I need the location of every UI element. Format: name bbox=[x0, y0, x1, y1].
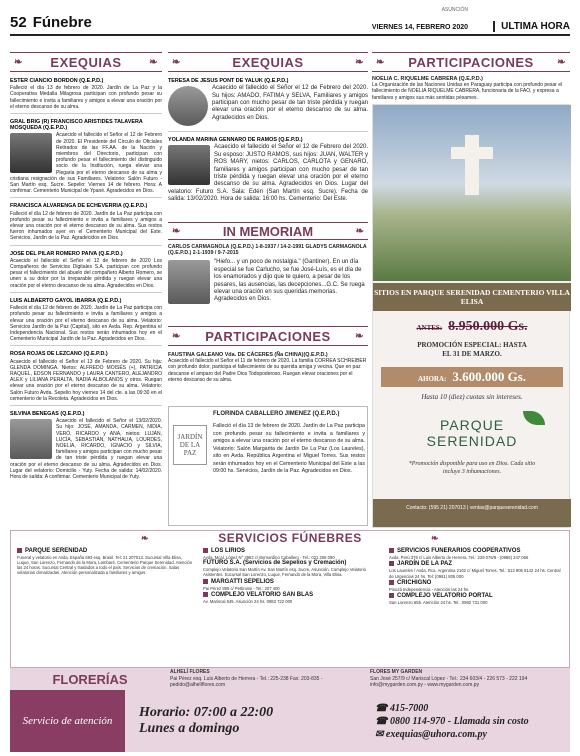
service-heading bbox=[203, 548, 381, 554]
before-label: ANTES: bbox=[416, 324, 443, 332]
service-label: Servicio de atención bbox=[10, 690, 125, 752]
issue-date: VIERNES 14, FEBRERO 2020 bbox=[371, 24, 468, 31]
page-number: 52 bbox=[10, 14, 27, 31]
notice-text: Falleció el día 13 de febrero de 2020. Jardín de La Paz participa con profundo pesar su fallecimiento e invita a familiares y amigos a elevar una oración por el eterno descanso de su alma. Velatorio: Salón Margarita de Jardín De La Paz (Los Laureles), sito en Avda. República Argentina e/ Miguel Torres. Sus restos serán inhumados hoy en el Cementerio Municipal del Este a las 09:00 hs. Servicios, Jardín de la Paz. Agradecidos en Dios. bbox=[213, 423, 365, 474]
service-name: LOS LIRIOS bbox=[211, 548, 246, 555]
phone-icon: ☎ bbox=[375, 715, 390, 727]
bullet-icon bbox=[389, 548, 394, 553]
hours-line-1: Horario: 07:00 a 22:00 bbox=[139, 705, 274, 720]
ad-contact bbox=[373, 499, 571, 527]
new-price-value: 3.600.000 Gs. bbox=[452, 369, 527, 384]
participation-name: NOELIA C. RIQUELME CABRERA (Q.E.P.D.) bbox=[372, 76, 483, 82]
floreria-my-garden bbox=[370, 669, 570, 689]
ornament-icon: ❧ bbox=[172, 57, 181, 68]
obituary-text: Acaecido el fallecido el Señor el 12 de Febrero del 2020. Su hijos: AMADO, FATIMA y SELVA, Familiares y amigos participan con mucho pesar de tan triste pérdida y ruegan elevar una oración por el eterno descanso de su alma. Agradecidos en Dios. bbox=[212, 85, 368, 121]
participation-text: Acaecido el fallecido el Señor el 11 de febrero de 2020. La familia CORREA SCHREIBER con profundo dolor, participa el fallecimiento de su querida amiga y vecina. Que en paz descanse el amparo del Padre Dios Todopoderoso. Ruegan elevar oraciones por el eterno descanso de su alma. bbox=[168, 358, 367, 383]
floreria-contact: Pai Pérez esq. Luis Alberto de Herrera - Tel.: 225-238 Fax: 203-835 - pedido@alhelíflores.com bbox=[170, 675, 323, 689]
participation-entry bbox=[372, 76, 570, 100]
obituary bbox=[168, 78, 368, 132]
obituary-name: ROSA ROJAS DE LEZCANO (Q.E.P.D.) bbox=[10, 351, 108, 358]
brand-line-1: PARQUE bbox=[439, 417, 505, 433]
ad-footnote: *Promoción disponible para uso en Dios. Cada sitio incluye 3 inhumaciones. bbox=[408, 461, 536, 475]
ornament-icon: ❧ bbox=[355, 331, 364, 342]
exequias-banner-1 bbox=[10, 52, 162, 72]
servicios-funebres-box bbox=[10, 530, 570, 668]
ornament-icon: ❧ bbox=[172, 226, 181, 237]
phone-number: 415-7000 bbox=[389, 702, 429, 714]
obituary bbox=[10, 203, 162, 245]
service-name: SERVICIOS FUNERARIOS COOPERATIVOS bbox=[397, 548, 521, 555]
service-heading bbox=[389, 580, 565, 586]
obituary-text: Acaecido el fallecido el Señor el 13 de Febrero de 2020. Su hija: GLENDA DOMINGA. Nietos: ALFREDO MOISÉS (+), PATRICIA RAQUEL, EDSON FERNANDO y LAURA CANTERO, ALEJANDRO ALEX y LILIANA PERALTA, NADIA ALBOLANOS y otros. Ruegan elevar una oración por el eterno descanso de su alma. Velatorio: Salón Futuro Avda. Sepelio hoy viernes 14 del cte. a las 09:30 en el cementerio de la Recoleta. Agradecidos en Dios. bbox=[10, 358, 162, 402]
logo-text: JARDÍN DE LA PAZ bbox=[177, 433, 203, 457]
services-col-1 bbox=[17, 547, 195, 665]
banner-title: SERVICIOS FÚNEBRES bbox=[218, 531, 362, 545]
obituary-text: Acaecido el fallecido el Señor el 12 de Febrero de 2020. El Presidente del Círculo de Oficiales Retirados de las FF.AA. de la Nación y miembros del Directorio, participan con profundo pesar el fallecimiento del distinguido socio de la Institución, ruega elevar una Plegaria por el eterno descanso de su alma y cristiana resignación de sus Familiares. Velatorio: Salón Futuro - San Martín esq. Sucre. Sepelio: Viernes 14 de febrero. Hora: A confirmar. Cementerio Municipal de Ypané. Agradecidos en Dios. bbox=[10, 132, 162, 195]
mail-icon: ✉ bbox=[375, 728, 386, 740]
phone-line bbox=[375, 702, 570, 715]
jardin-de-la-paz-logo bbox=[173, 425, 207, 465]
banner-title: PARTICIPACIONES bbox=[205, 328, 331, 344]
contact-lines bbox=[375, 702, 570, 741]
bullet-icon bbox=[203, 548, 208, 553]
cross-icon bbox=[465, 135, 479, 195]
service-text: Complejo Velatorio San Martín Av. San Martín esq. Sucre, Asunción. Complejo Velatorio Asistentes. Sucursal San Lorenzo, Luque, Fernando de la Mora, Villa Elisa. bbox=[203, 567, 367, 578]
portrait-photo bbox=[168, 145, 210, 185]
ad-contact-text: Contacto: (595 21) 207013 | ventas@parqueserenidad.com bbox=[406, 505, 538, 511]
memoriam-text: "Hiefo... y un poco de nostalgia." (Gantiner). En un día especial se fue Carlucho, se fue José-Luís, es el día de los enamorados y dijo que te quiero, a pesar de los pesares, las ausencias, las decepciones...G.C. Se ruega elevar una oración en sus queridas memorias. Agradecidos en Dios. bbox=[214, 259, 365, 303]
in-memoriam-banner bbox=[168, 222, 368, 240]
tollfree-number: 0800 114-970 - Llamada sin costo bbox=[389, 715, 529, 727]
service-text: Avda. Perú 376 c/ Luis Alberto de Herrera. Tel.: 229 076/9 - (0986) 247 066 bbox=[389, 555, 529, 561]
floreria-name: FLORES MY GARDEN bbox=[370, 669, 423, 676]
brand-logo bbox=[373, 417, 571, 449]
service-heading bbox=[203, 592, 381, 598]
services-col-2 bbox=[203, 547, 381, 665]
obituary-column-2 bbox=[168, 78, 368, 220]
service-name: PARQUE SERENIDAD bbox=[25, 548, 88, 555]
florerias-bar bbox=[10, 668, 570, 690]
obituary bbox=[10, 119, 162, 198]
obituary-name: YOLANDA MARINA GENNARO DE RAMOS (Q.E.P.D.) bbox=[168, 137, 303, 144]
ornament-icon: ❧ bbox=[14, 57, 23, 68]
bullet-icon bbox=[389, 561, 394, 566]
ornament-icon: ❧ bbox=[149, 57, 158, 68]
service-heading bbox=[17, 548, 195, 554]
service-text: Pai Pérez 895 c/ Pettirossi - Tel.: 207 400 bbox=[203, 585, 280, 591]
old-price bbox=[373, 319, 571, 335]
bullet-icon bbox=[389, 580, 394, 585]
notice-name: FLORINDA CABALLERO JIMENEZ (Q.E.P.D.) bbox=[213, 411, 340, 417]
obituary bbox=[168, 137, 368, 206]
service-heading bbox=[389, 561, 565, 567]
portrait-photo bbox=[10, 419, 52, 459]
ornament-icon: ❧ bbox=[376, 57, 385, 68]
ornament-icon: ❧ bbox=[557, 57, 566, 68]
services-col-3 bbox=[389, 547, 565, 665]
ad-headline bbox=[373, 283, 571, 311]
installments-text: Hasta 10 (diez) cuotas sin intereses. bbox=[421, 393, 523, 401]
phone-icon: ☎ bbox=[375, 702, 390, 714]
participation-text: La Organización de las Naciones Unidas en Paraguay participa con profundo pesar el fallecimiento de NOELIA RIQUELME CABRERA, funcionaria de la FAO, y expresa a familiares y amigos sus más sentidas pésames. bbox=[372, 82, 563, 101]
obituary-name: JOSÉ DEL PILAR ROMERO PAIVA (Q.E.P.D.) bbox=[10, 250, 123, 257]
publication-city: ASUNCIÓN bbox=[441, 7, 468, 13]
obituary-text: Falleció el día 12 de febrero de 2020. Jardín de La Paz participa con profundo pesar su fallecimiento e invita a familiares y amigos a elevar una oración por el eterno descanso de su alma. Velatorio: Servicios Jardín de la Paz (Capital), sito en Avda. Rep. Argentina e/ Independencia Nacional. Sus restos serán inhumados hoy en el Cementerio Municipal Jardín de la Paz. Agradecidos en Dios. bbox=[10, 305, 162, 343]
service-name: CRICHIGNO bbox=[397, 579, 432, 586]
floreria-name: ALHELÍ FLORES bbox=[170, 669, 210, 676]
email-address: exequias@uhora.com.py bbox=[385, 728, 487, 740]
banner-title: IN MEMORIAM bbox=[222, 223, 314, 239]
service-name: FUTURO S.A. (Servicios de Sepelios y Cremación) bbox=[203, 560, 347, 567]
obituary-text: Falleció el día 13 de febrero de 2020. Jardín de La Paz y la Cooperativa Medalla Milagrosa participan con profundo pesar su fallecimiento e invita a familiares y amigos a elevar una oración por el eterno descanso de su alma. bbox=[10, 85, 162, 110]
couple-photo bbox=[168, 260, 210, 304]
obituary bbox=[10, 78, 162, 114]
service-heading bbox=[389, 593, 565, 599]
obituary-name: LUIS ALBAERTO GAYOL IBARRA (Q.E.P.D.) bbox=[10, 297, 122, 304]
tollfree-line bbox=[375, 715, 570, 728]
obituary-text: Acaecido el fallecido el Señor el 12 de Febrero del 2020. Su esposo: JUSTO RAMOS, sus hijos: JUAN, WALTER y ROS MARY, nietos: CARLOS, CARLOTA y GENARO, familiares y amigos participan con mucho pesar de tan triste pérdida y ruegan elevar una oración por el eterno descanso de su alma. Agradecidos en Dios. Lugar del velatorio: Futuro S.A. Sala: Edén (San Martín esq. Sucre). Fecha de salida: 13/02/2020. Hora de salida: 16:00 hs. Cementerio: Del Este. bbox=[168, 144, 368, 203]
obituary-text: Acaecido el fallecido el Señor el 12 de febrero de 2020 Los Compañeros de Servicios Digitales S.A. participan con profundo pesar el fallecimiento del abuelo del compañero Alberto Romero, se unen a su dolor por la irreparable pérdida y ruegan elevar una oración por el eterno descanso de su alma. Agradecidos en Dios. bbox=[10, 257, 162, 289]
service-text: Av. Mariscal 645. Asunción 24 hs. 0983 722 000 bbox=[203, 598, 293, 604]
obituary bbox=[10, 411, 162, 483]
floreria-alheli bbox=[170, 669, 370, 689]
banner-title: PARTICIPACIONES bbox=[408, 54, 534, 70]
floreria-contact: San José 257/9 c/ Mariscal López - Tel.: 234 603/4 - 226 573 - 222 194 info@mygarden.com.py - www.mygarden.com.py bbox=[370, 675, 528, 689]
promo-text: PROMOCIÓN ESPECIAL: HASTA EL 31 DE MARZO. bbox=[417, 341, 527, 358]
ornament-icon: ❧ bbox=[430, 533, 439, 543]
service-text: Los Laureles / Avda. Rca. Argentina 2162 c/ Miguel Torres. Tel.: 613 905 6142 24 hs. Central de Urgencias 24 hs. Tel: (0981) 805 000. bbox=[389, 568, 561, 579]
portrait-photo bbox=[168, 86, 208, 126]
service-heading bbox=[389, 548, 565, 554]
cemetery-photo bbox=[373, 105, 571, 281]
exequias-banner-2 bbox=[168, 52, 368, 72]
service-text: Avda. Mcal. López N° 3962 c/ Bernardino Caballero - Tel.: 021 206 090 bbox=[203, 555, 335, 561]
service-hours bbox=[125, 705, 375, 737]
ornament-icon: ❧ bbox=[141, 533, 150, 543]
obituary bbox=[10, 251, 162, 293]
banner-title: EXEQUIAS bbox=[232, 54, 304, 70]
service-text: Pinozá Independencia - Atención las 24 hs. bbox=[389, 586, 470, 592]
servicios-banner bbox=[11, 531, 569, 545]
obituary-name: ESTER CIANCIO BORDON (Q.E.P.D.) bbox=[10, 78, 104, 84]
bullet-icon bbox=[203, 579, 208, 584]
service-name: COMPLEJO VELATORIO SAN BLAS bbox=[211, 591, 314, 598]
ornament-icon: ❧ bbox=[355, 57, 364, 68]
service-name: COMPLEJO VELATORIO PORTAL bbox=[397, 592, 493, 599]
obituary bbox=[10, 298, 162, 346]
old-price-value: 8.950.000 Gs. bbox=[448, 319, 528, 334]
now-label: AHORA: bbox=[417, 375, 447, 383]
service-heading bbox=[203, 579, 381, 585]
page-header bbox=[10, 6, 570, 36]
obituary bbox=[10, 351, 162, 406]
obituary-name: SILVINA BENEGAS (Q.E.P.D.) bbox=[10, 410, 85, 417]
obituary-name: GRAL BRIG (R) FRANCISCO ARISTIDES TALAVERA MOSQUEDA (Q.E.P.D.) bbox=[10, 119, 143, 132]
memoriam-names: CARLOS CARMAGNOLA (Q.E.P.D.) 1-8-1937 / 14-2-1991 GLADYS CARMAGNOLA (Q.E.P.D.) 2-1-1939 / 9-7-2015 bbox=[168, 244, 367, 257]
obituary-text: Acaecido el fallecido el Señor el 13/02/2020. Su hijo: JOSÉ, AMANDA, CARMEN, NIDIA, VERÓ, RICARDO y ANA, nietos: LUJÁN, LUCÍA, SEBASTIÁN, NATHALIA, LOURDES, NOELIA, RICARDO, IGNACIO y SILVIA, familiares y amigos participan con mucho pesar de tan triste pérdida y ruegan elevar una oración por el eterno descanso de su alma. Agradecidos en Dios. Lugar del velatorio: Domicilio - Yuty. Fecha de salida: 14/02/2020. Hora de salida: A confirmar. Cementerio Municipal de Yuty. bbox=[10, 418, 162, 480]
masthead: ULTIMA HORA bbox=[493, 21, 570, 32]
participaciones-banner-3 bbox=[372, 52, 570, 72]
section-title: Fúnebre bbox=[32, 14, 92, 31]
florerias-title: FLORERÍAS bbox=[52, 671, 128, 687]
bullet-icon bbox=[17, 548, 22, 553]
portrait-photo bbox=[10, 133, 52, 173]
service-text: San Lorenzo 655. Atención 24 hs. Tel.: 0982 731 000 bbox=[389, 600, 488, 606]
participation-entry bbox=[168, 352, 368, 402]
obituary-text: Falleció el día 12 de febrero de 2020. Jardín de La Paz participa con profundo pesar su fallecimiento e invita a familiares y amigos a elevar una oración por el eterno descanso de su alma. Sus restos fueron inhumados ayer en el Cementerio Municipal del Este. Servicios, Jardín de la Paz. Agradecidos en Dios. bbox=[10, 210, 162, 242]
new-price bbox=[381, 367, 563, 387]
ad-headline-text: SITIOS EN PARQUE SERENIDAD CEMENTERIO VILLA ELISA bbox=[374, 288, 570, 306]
bullet-icon bbox=[203, 592, 208, 597]
participaciones-banner-2 bbox=[168, 326, 368, 346]
participation-name: FAUSTINA GALEANO Vda. DE CÁCERES (Ña CHINA)(Q.E.P.D.) bbox=[168, 352, 328, 358]
service-name: JARDÍN DE LA PAZ bbox=[397, 561, 453, 568]
service-hours-bar bbox=[10, 690, 570, 752]
email-line bbox=[375, 728, 570, 741]
jardin-de-la-paz-notice bbox=[168, 406, 368, 526]
ornament-icon: ❧ bbox=[355, 226, 364, 237]
ornament-icon: ❧ bbox=[172, 331, 181, 342]
parque-serenidad-ad bbox=[372, 104, 570, 528]
obituary-name: TERESA DE JESUS PONT DE YALUK (Q.E.P.D.) bbox=[168, 78, 289, 84]
bullet-icon bbox=[389, 593, 394, 598]
hours-line-2: Lunes a domingo bbox=[139, 721, 240, 736]
service-text: Funeral y velatorio en Avda. España 693 esq. Brasil. Tel: 21 207013. Sucursal Villa Elisa, Luque, San Lorenzo, Fernando de la Mora, Lambaré. Cementerio Parque Serenidad. Atención las 24 horas. Sucursal Central y traslados a todo el país. Servicios de cremación. Salas velatorias climatizadas. Atención personalizada a familiares y amigos. bbox=[17, 555, 193, 576]
memoriam-block bbox=[168, 244, 368, 324]
obituary-name: FRANCISCA ALVARENGA DE ECHEVERRÍA (Q.E.P.D.) bbox=[10, 203, 148, 210]
obituary-column-1 bbox=[10, 78, 162, 526]
service-name: MARGATTI SEPELIOS bbox=[211, 578, 274, 585]
banner-title: EXEQUIAS bbox=[50, 54, 122, 70]
brand-line-2: SERENIDAD bbox=[426, 433, 518, 449]
